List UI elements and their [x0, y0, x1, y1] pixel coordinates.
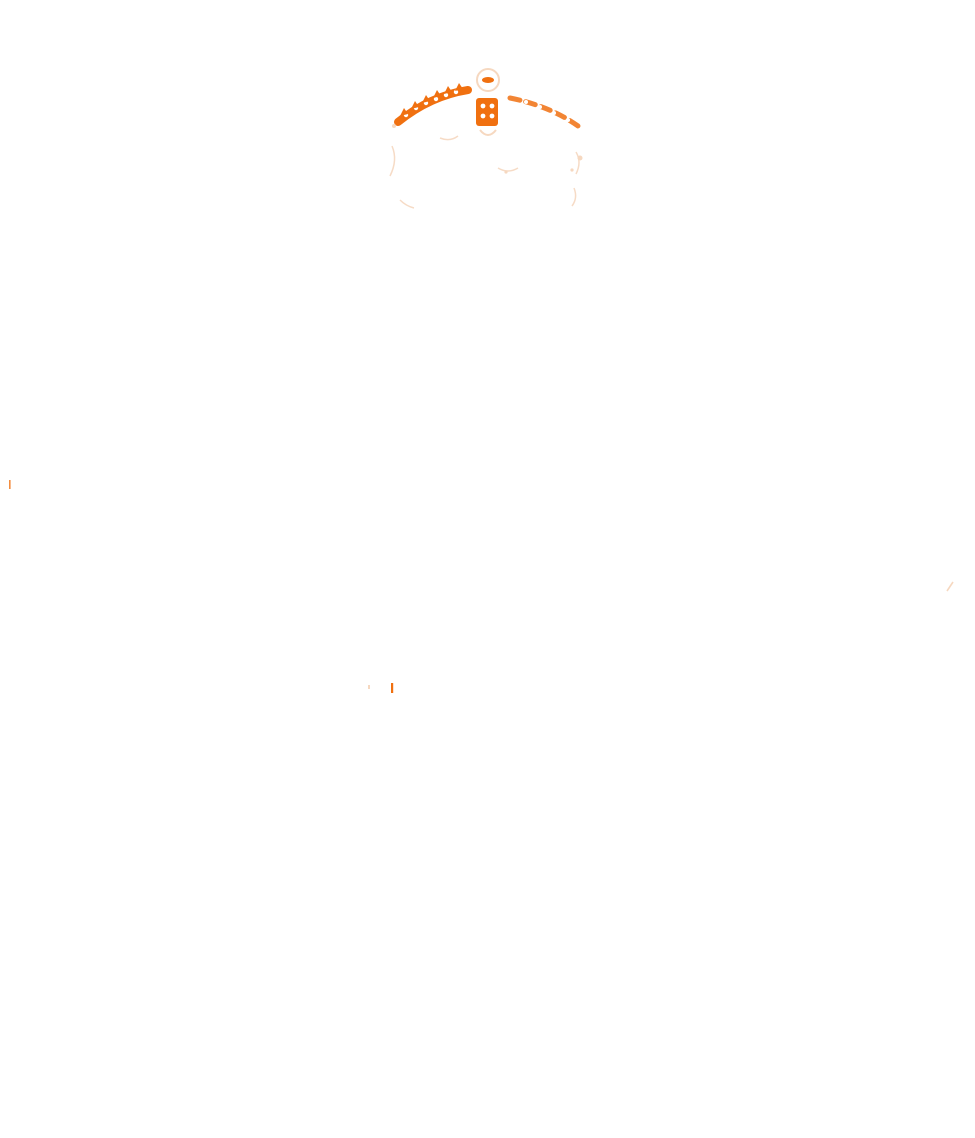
- stray-mark-icon: [366, 680, 398, 696]
- stray-mark-icon: [6, 478, 14, 492]
- crest-left-arc: [398, 90, 468, 122]
- crest-faint-tracery: [390, 136, 579, 208]
- crest-medallion: [476, 69, 499, 135]
- ornamental-crest-icon: [380, 60, 600, 220]
- stray-mark-icon: [944, 578, 958, 594]
- crest-faint-flecks: [392, 124, 583, 174]
